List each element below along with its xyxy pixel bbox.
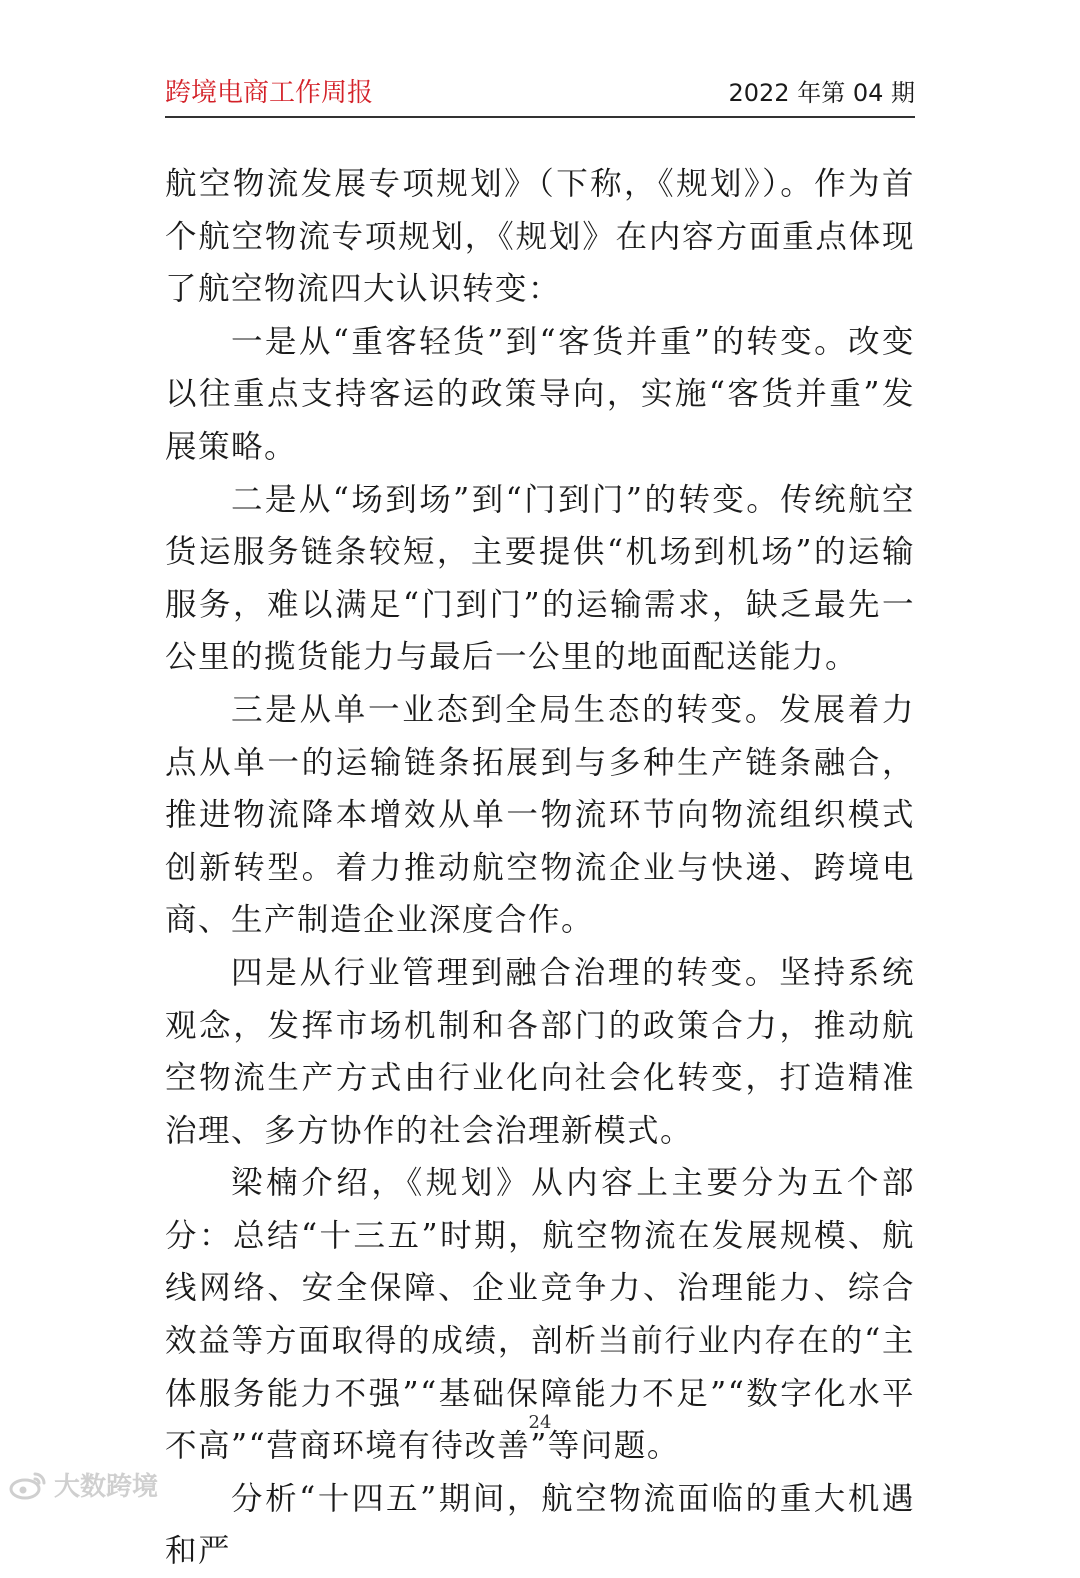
paragraph-6: 梁楠介绍，《规划》从内容上主要分为五个部分：总结“十三五”时期，航空物流在发展规模、航线网络、安全保障、企业竞争力、治理能力、综合效益等方面取得的成绩，剖析当前行业内存在的“主体服务能力不强”“基础保障能力不足”“数字化水平不高”“营商环境有待改善”等问题。 (165, 1165, 915, 1465)
paragraph-2: 一是从“重客轻货”到“客货并重”的转变。改变以往重点支持客运的政策导向，实施“客货并重”发展策略。 (165, 323, 915, 465)
paragraph-3: 二是从“场到场”到“门到门”的转变。传统航空货运服务链条较短，主要提供“机场到机场”的运输服务，难以满足“门到门”的运输需求，缺乏最先一公里的揽货能力与最后一公里的地面配送能力。 (165, 481, 915, 676)
page-header (165, 76, 915, 118)
article-body (165, 158, 915, 1578)
paragraph-4: 三是从单一业态到全局生态的转变。发展着力点从单一的运输链条拓展到与多种生产链条融合，推进物流降本增效从单一物流环节向物流组织模式创新转型。着力推动航空物流企业与快递、跨境电商、生产制造企业深度合作。 (165, 691, 915, 939)
paragraph-7: 分析“十四五”期间，航空物流面临的重大机遇和严 (165, 1480, 915, 1570)
publication-title: 跨境电商工作周报 (165, 78, 374, 108)
paragraph-1: 航空物流发展专项规划》（下称，《规划》）。作为首个航空物流专项规划，《规划》在内容方面重点体现了航空物流四大认识转变： (165, 166, 915, 308)
watermark-text: 大数跨境 (54, 1472, 159, 1502)
issue-number: 2022 年第 04 期 (728, 79, 915, 107)
weibo-logo-icon (8, 1469, 48, 1501)
watermark (8, 1466, 158, 1503)
page-number: 24 (528, 1412, 552, 1433)
paragraph-5: 四是从行业管理到融合治理的转变。坚持系统观念，发挥市场机制和各部门的政策合力，推动航空物流生产方式由行业化向社会化转变，打造精准治理、多方协作的社会治理新模式。 (165, 954, 915, 1149)
